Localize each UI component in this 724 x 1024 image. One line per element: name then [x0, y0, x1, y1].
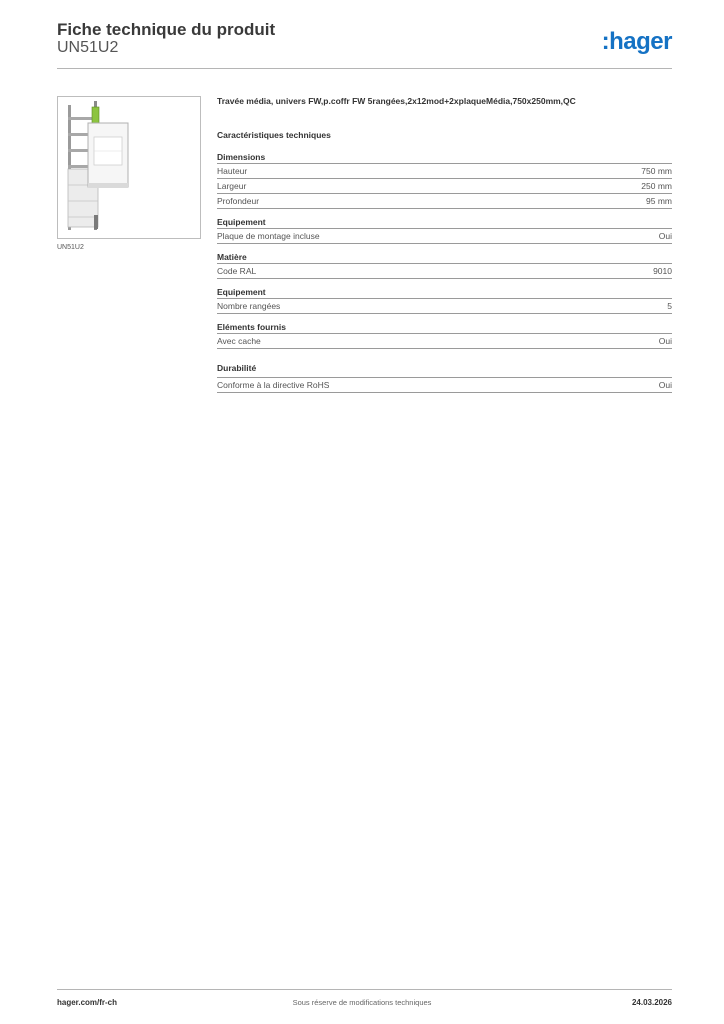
group-title: Equipement: [217, 217, 672, 229]
spec-row: [217, 334, 672, 349]
spec-value: Oui: [658, 231, 672, 241]
group-title: Equipement: [217, 287, 672, 299]
spec-label: Conforme à la directive RoHS: [217, 380, 330, 390]
spec-group-durabilite: [217, 363, 672, 393]
enclosure-illustration: [58, 97, 200, 238]
spec-value: 250 mm: [641, 181, 672, 191]
spec-row: [217, 194, 672, 209]
spec-row: [217, 229, 672, 244]
spec-label: Plaque de montage incluse: [217, 231, 320, 241]
spec-group-equipement-2: [217, 287, 672, 314]
product-image: [57, 96, 201, 239]
product-code: UN51U2: [57, 39, 119, 56]
group-title: Eléments fournis: [217, 322, 672, 334]
footer-disclaimer: Sous réserve de modifications techniques: [292, 998, 432, 1007]
group-title: Dimensions: [217, 152, 672, 164]
spec-label: Profondeur: [217, 196, 260, 206]
footer-date: 24.03.2026: [631, 998, 672, 1007]
page-header: [57, 20, 672, 70]
spec-row: [217, 179, 672, 194]
footer-divider: [57, 989, 672, 990]
section-heading: Caractéristiques techniques: [217, 130, 331, 140]
spec-row: [217, 164, 672, 179]
spec-value: 750 mm: [641, 166, 672, 176]
spec-row: [217, 378, 672, 393]
spec-value: Oui: [658, 336, 672, 346]
group-title: Durabilité: [217, 363, 672, 378]
product-description: Travée média, univers FW,p.coffr FW 5rangées,2x12mod+2xplaqueMédia,750x250mm,QC: [217, 96, 576, 106]
footer-website: hager.com/fr-ch: [57, 998, 118, 1007]
spec-row: [217, 299, 672, 314]
spec-group-dimensions: [217, 152, 672, 209]
spec-value: 95 mm: [646, 196, 672, 206]
spec-label: Code RAL: [217, 266, 257, 276]
group-title: Matière: [217, 252, 672, 264]
spec-group-matiere: [217, 252, 672, 279]
spec-value: Oui: [658, 380, 672, 390]
image-caption: UN51U2: [57, 244, 84, 251]
header-divider: [57, 68, 672, 69]
spec-value: 9010: [653, 266, 672, 276]
spec-content: [217, 96, 672, 401]
spec-group-elements-fournis: [217, 322, 672, 349]
spec-row: [217, 264, 672, 279]
page-title: Fiche technique du produit: [57, 20, 276, 39]
spec-group-equipement: [217, 217, 672, 244]
spec-label: Hauteur: [217, 166, 248, 176]
spec-label: Largeur: [217, 181, 247, 191]
spec-value: 5: [667, 301, 672, 311]
hager-logo: :hager: [601, 28, 672, 55]
spec-label: Nombre rangées: [217, 301, 281, 311]
spec-label: Avec cache: [217, 336, 261, 346]
